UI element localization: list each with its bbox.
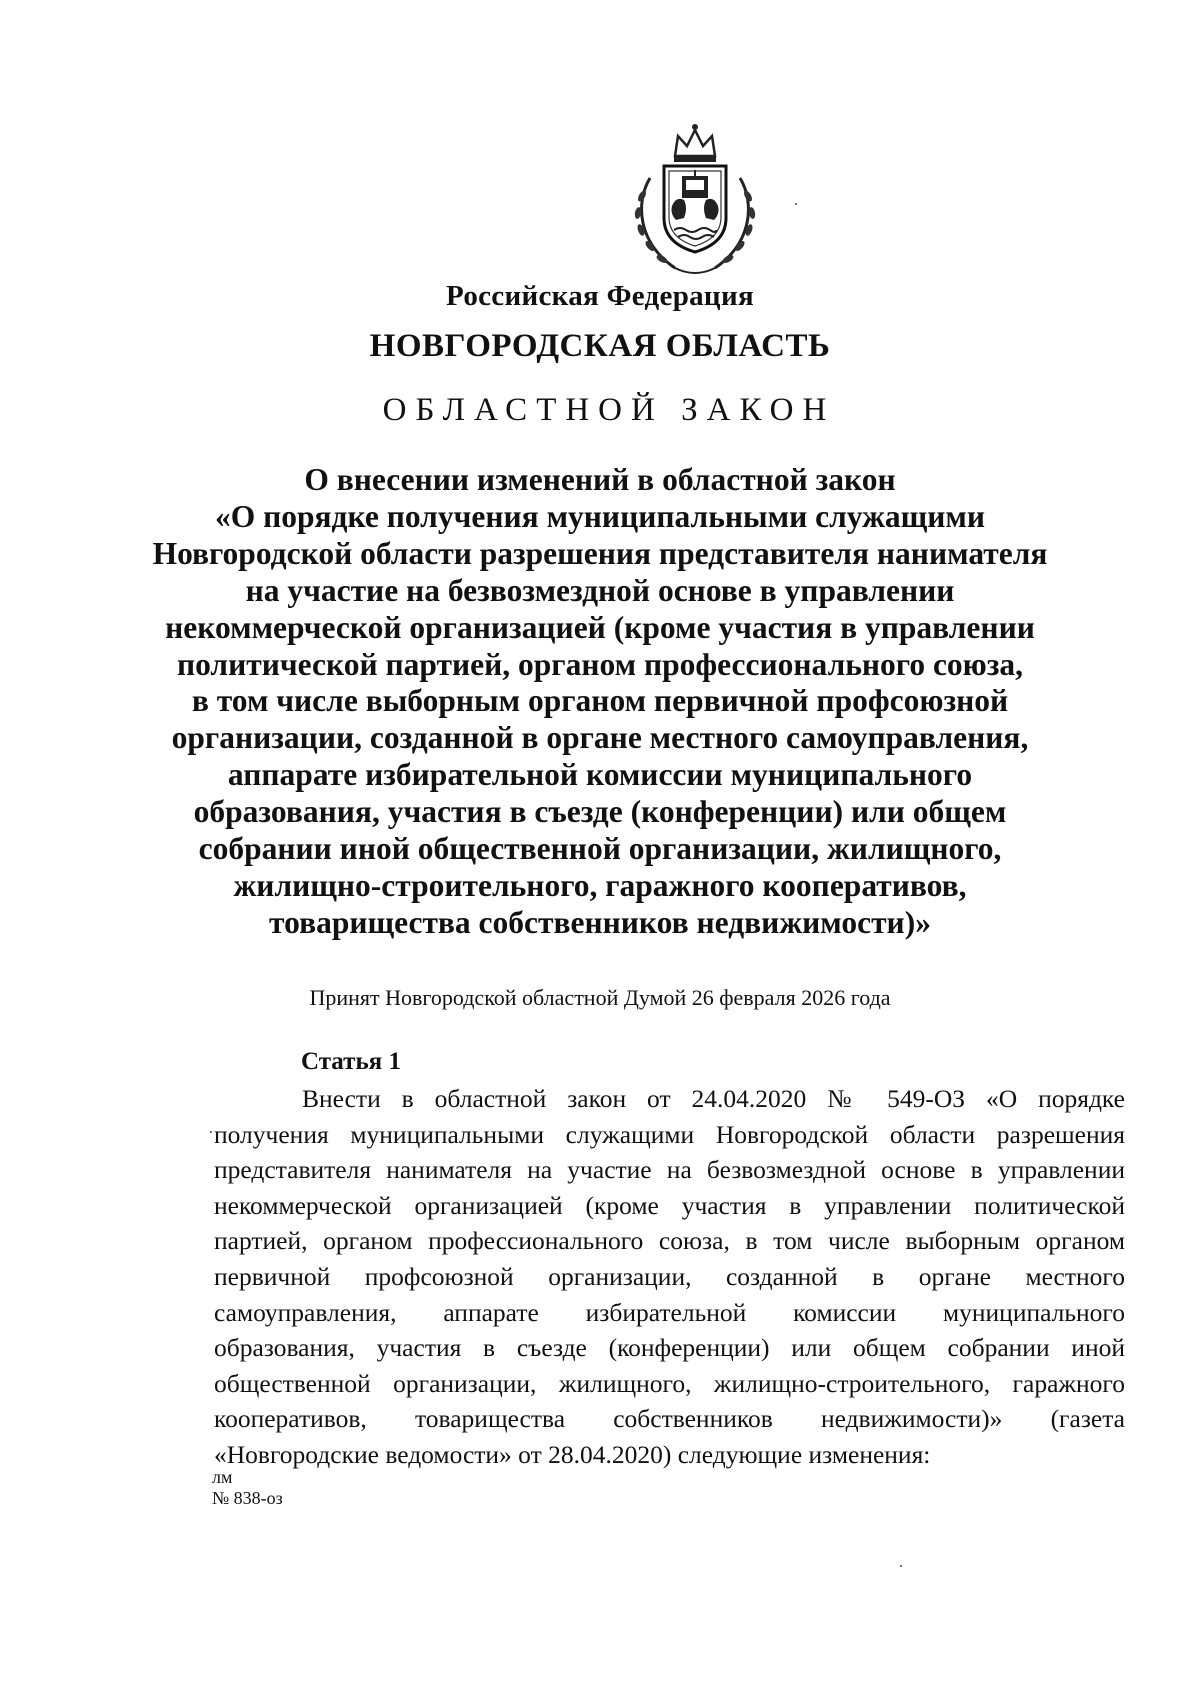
body-line: представителя нанимателя на участие на безвозмездной основе в управлении [214,1155,1125,1185]
body-line: некоммерческой организацией (кроме участия в управлении политической [214,1190,1125,1220]
title-line: О внесении изменений в областной закон [304,462,896,497]
novgorod-coat-of-arms-icon [620,118,770,283]
title-line: образования, участия в съезде (конференции) или общем [193,794,1007,830]
article-heading: Статья 1 [301,1048,401,1075]
title-line: на участие на безвозмездной основе в управлении [245,572,955,608]
article-body [214,1081,1125,1473]
body-line: Внести в областной закон от 24.04.2020 № 549-ОЗ «О порядке [302,1084,1125,1113]
body-line: образования, участия в съезде (конференции) или общем собрании иной [214,1333,1125,1363]
title-line: аппарате избирательной комиссии муниципального [227,757,973,793]
title-line: «О порядке получения муниципальными служащими [214,498,986,534]
title-line: Новгородской области разрешения представителя нанимателя [152,535,1048,571]
law-number: № 838-оз [212,1488,283,1508]
document-code [212,1467,283,1509]
title-line: некоммерческой организацией (кроме участия в управлении [165,609,1035,645]
country-name: Российская Федерация [446,280,754,312]
scan-artifact [210,1131,212,1133]
scan-artifact [900,1565,902,1567]
document-type: ОБЛАСТНОЙ ЗАКОН [382,392,836,428]
body-line: первичной профсоюзной организации, созданной в органе местного [214,1261,1125,1291]
title-line: жилищно-строительного, гаражного кооперативов, [233,867,967,903]
law-title [150,462,1050,942]
author-initials: лм [212,1467,233,1487]
title-line: собрании иной общественной организации, жилищного, [198,831,1002,867]
body-line: «Новгородские ведомости» от 28.04.2020) следующие изменения: [214,1439,931,1469]
body-line: получения муниципальными служащими Новгородской области разрешения [214,1119,1125,1149]
title-line: в том числе выборным органом первичной профсоюзной [191,683,1009,719]
body-line: партией, органом профессионального союза, в том числе выборным органом [214,1226,1125,1256]
adoption-note: Принят Новгородской областной Думой 26 февраля 2026 года [309,985,891,1010]
body-line: самоуправления, аппарате избирательной комиссии муниципального [214,1297,1125,1327]
body-line: кооперативов, товарищества собственников недвижимости)» (газета [214,1404,1125,1434]
title-line: организации, созданной в органе местного самоуправления, [171,720,1029,756]
title-line: политической партией, органом профессионального союза, [176,646,1024,682]
title-line: товарищества собственников недвижимости)» [269,904,931,940]
scan-artifact [795,203,797,205]
body-line: общественной организации, жилищного, жилищно-строительного, гаражного [214,1368,1125,1398]
region-name: НОВГОРОДСКАЯ ОБЛАСТЬ [369,328,831,364]
